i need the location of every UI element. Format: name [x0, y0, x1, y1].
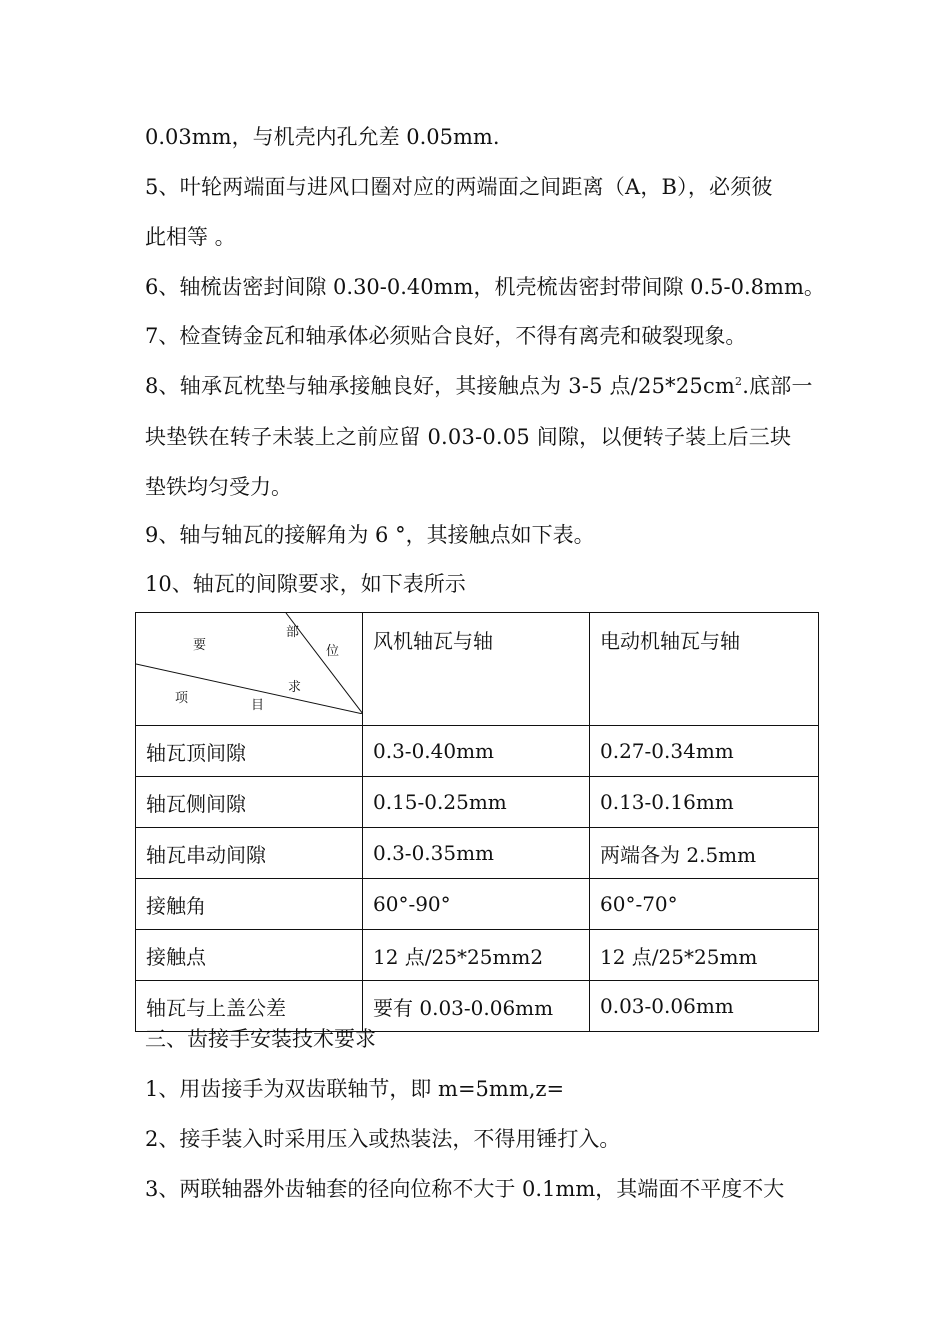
section-3-item-3: 3、两联轴器外齿轴套的径向位称不大于 0.1mm，其端面不平度不大: [145, 1177, 785, 1201]
row-fan-value: 60°-90°: [363, 879, 590, 930]
row-fan-value: 0.3-0.35mm: [363, 828, 590, 879]
row-motor-value: 0.03-0.06mm: [590, 981, 819, 1032]
row-item: 接触点: [136, 930, 363, 981]
table-row: [136, 930, 819, 981]
row-item: 轴瓦顶间隙: [136, 726, 363, 777]
item-6: 6、轴梳齿密封间隙 0.30-0.40mm，机壳梳齿密封带间隙 0.5-0.8mm。: [145, 275, 825, 299]
item-8-superscript: 2: [735, 375, 743, 388]
section-3-heading: 三、齿接手安装技术要求: [145, 1027, 376, 1051]
row-item: 轴瓦侧间隙: [136, 777, 363, 828]
item-8-text-b: .底部一: [742, 374, 813, 398]
row-fan-value: 0.3-0.40mm: [363, 726, 590, 777]
row-fan-value: 12 点/25*25mm2: [363, 930, 590, 981]
table-row: [136, 981, 819, 1032]
row-item: 轴瓦与上盖公差: [136, 981, 363, 1032]
item-8-text-a: 8、轴承瓦枕垫与轴承接触良好，其接触点为 3-5 点/25*25cm: [145, 374, 736, 398]
item-10: 10、轴瓦的间隙要求，如下表所示: [145, 572, 466, 596]
section-3-item-1: 1、用齿接手为双齿联轴节，即 m=5mm,z=: [145, 1077, 565, 1101]
row-fan-value: 要有 0.03-0.06mm: [363, 981, 590, 1032]
diag-label-mu: 目: [251, 698, 265, 713]
item-7: 7、检查铸金瓦和轴承体必须贴合良好，不得有离壳和破裂现象。: [145, 324, 747, 348]
line-1: 0.03mm，与机壳内孔允差 0.05mm.: [145, 125, 500, 149]
table-row: [136, 879, 819, 930]
item-5-line-1: 5、叶轮两端面与进风口圈对应的两端面之间距离（A，B），必须彼: [145, 175, 773, 199]
item-8-line-2: 块垫铁在转子未装上之前应留 0.03-0.05 间隙，以便转子装上后三块: [145, 425, 792, 449]
row-motor-value: 0.13-0.16mm: [590, 777, 819, 828]
diagonal-lines: [136, 613, 363, 714]
table-row: [136, 777, 819, 828]
table-row: [136, 828, 819, 879]
row-motor-value: 两端各为 2.5mm: [590, 828, 819, 879]
row-fan-value: 0.15-0.25mm: [363, 777, 590, 828]
item-8-line-3: 垫铁均匀受力。: [145, 475, 292, 499]
diag-label-yao: 要: [193, 638, 207, 653]
section-3-item-2: 2、接手装入时采用压入或热装法，不得用锤打入。: [145, 1127, 621, 1151]
row-motor-value: 12 点/25*25mm: [590, 930, 819, 981]
row-motor-value: 60°-70°: [590, 879, 819, 930]
table-header-row: [136, 613, 819, 726]
item-8-line-1: [145, 374, 813, 398]
column-header-motor: 电动机轴瓦与轴: [590, 613, 819, 726]
item-5-line-2: 此相等 。: [145, 225, 236, 249]
diag-label-xiang: 项: [175, 691, 189, 706]
row-item: 接触角: [136, 879, 363, 930]
diag-label-bu: 部: [286, 625, 300, 640]
row-item: 轴瓦串动间隙: [136, 828, 363, 879]
column-header-fan: 风机轴瓦与轴: [363, 613, 590, 726]
diag-label-wei: 位: [326, 644, 340, 659]
item-9: 9、轴与轴瓦的接解角为 6 °，其接触点如下表。: [145, 523, 595, 547]
row-motor-value: 0.27-0.34mm: [590, 726, 819, 777]
diag-label-qiu: 求: [288, 680, 302, 695]
bearing-clearance-table: [135, 612, 819, 1032]
table-row: [136, 726, 819, 777]
diagonal-header-cell: [136, 613, 363, 726]
